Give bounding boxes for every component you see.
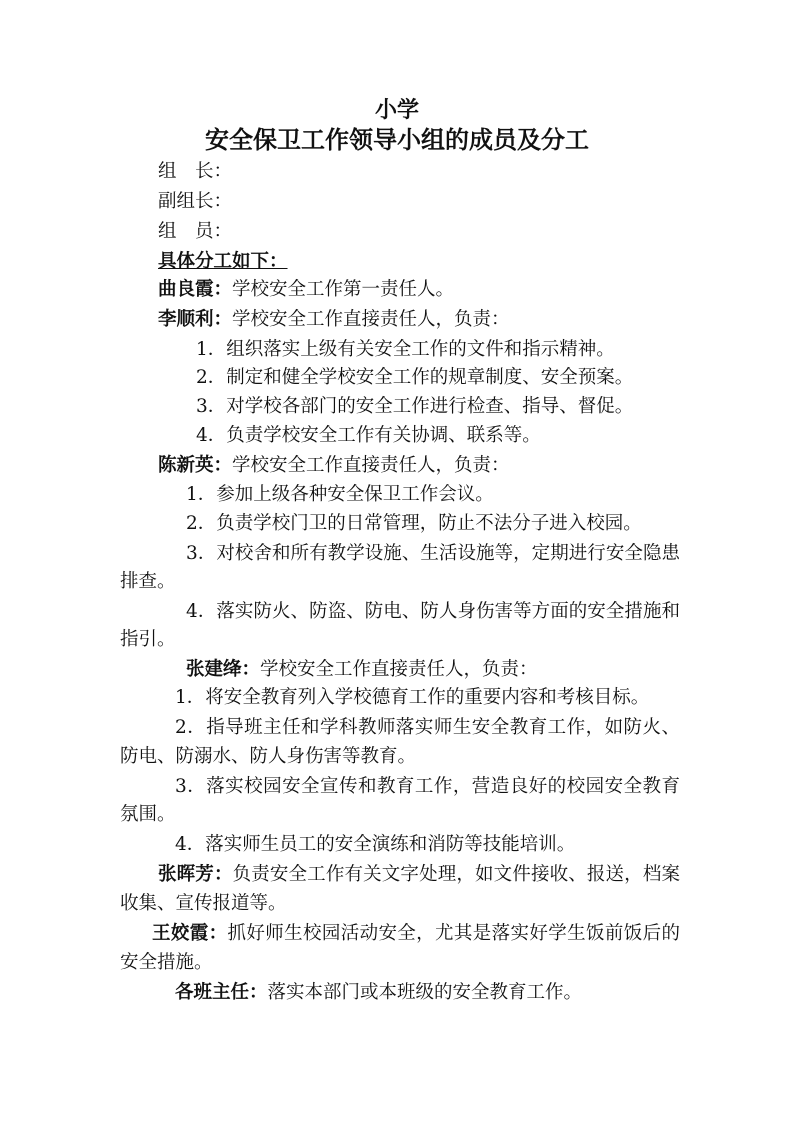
person-name: 张建绛： — [186, 659, 261, 680]
list-item: 2．制定和健全学校安全工作的规章制度、安全预案。 — [196, 367, 634, 388]
section-class-teachers — [175, 981, 582, 1005]
list-item: 4．落实师生员工的安全演练和消防等技能培训。 — [175, 834, 576, 855]
person-name: 张晖芳： — [158, 864, 233, 885]
list-item: 2．指导班主任和学科教师落实师生安全教育工作，如防火、 — [175, 717, 680, 738]
list-item-continuation: 指引。 — [120, 629, 176, 650]
duty-continuation: 收集、宣传报道等。 — [120, 893, 287, 914]
title-main: 安全保卫工作领导小组的成员及分工 — [205, 125, 589, 154]
list-item: 4．落实防火、防盗、防电、防人身伤害等方面的安全措施和 — [186, 601, 680, 622]
person-name: 王姣霞： — [152, 923, 228, 944]
list-item: 3．落实校园安全宣传和教育工作，营造良好的校园安全教育 — [175, 776, 680, 797]
person-name: 李顺利： — [158, 309, 233, 330]
division-heading: 具体分工如下： — [158, 251, 288, 272]
list-item: 2．负责学校门卫的日常管理，防止不法分子进入校园。 — [186, 513, 642, 534]
duty-text: 学校安全工作第一责任人。 — [232, 279, 455, 300]
duty-text: 落实本部门或本班级的安全教育工作。 — [267, 982, 583, 1003]
role-members: 组 员： — [158, 221, 233, 242]
role-leader: 组 长： — [158, 161, 233, 182]
list-item: 1．参加上级各种安全保卫工作会议。 — [186, 484, 494, 505]
duty-text: 学校安全工作直接责任人，负责： — [232, 455, 510, 476]
section-li — [158, 308, 510, 332]
person-name: 曲良霞： — [158, 279, 233, 300]
list-item: 3．对校舍和所有教学设施、生活设施等，定期进行安全隐患 — [186, 543, 680, 564]
list-item-continuation: 氛围。 — [120, 804, 176, 825]
section-zhang-hf — [158, 863, 680, 887]
duty-text: 学校安全工作直接责任人，负责： — [232, 309, 510, 330]
list-item-continuation: 排查。 — [120, 571, 176, 592]
duty-text: 负责安全工作有关文字处理，如文件接收、报送，档案 — [232, 864, 680, 885]
person-name: 各班主任： — [175, 982, 268, 1003]
list-item-continuation: 防电、防溺水、防人身伤害等教育。 — [120, 746, 417, 767]
title-school: 小学 — [374, 97, 419, 123]
list-item: 1．将安全教育列入学校德育工作的重要内容和考核目标。 — [175, 687, 650, 708]
duty-text: 学校安全工作直接责任人，负责： — [260, 659, 538, 680]
person-name: 陈新英： — [158, 455, 233, 476]
section-chen — [158, 454, 510, 478]
section-qu — [158, 278, 454, 302]
section-wang — [152, 922, 680, 946]
list-item: 1．组织落实上级有关安全工作的文件和指示精神。 — [196, 339, 615, 360]
duty-text: 抓好师生校园活动安全，尤其是落实好学生饭前饭后的 — [227, 923, 680, 944]
list-item: 4．负责学校安全工作有关协调、联系等。 — [196, 425, 541, 446]
duty-continuation: 安全措施。 — [120, 952, 213, 973]
section-zhang-jj — [186, 658, 538, 682]
list-item: 3．对学校各部门的安全工作进行检查、指导、督促。 — [196, 396, 634, 417]
role-deputy: 副组长： — [158, 191, 233, 212]
